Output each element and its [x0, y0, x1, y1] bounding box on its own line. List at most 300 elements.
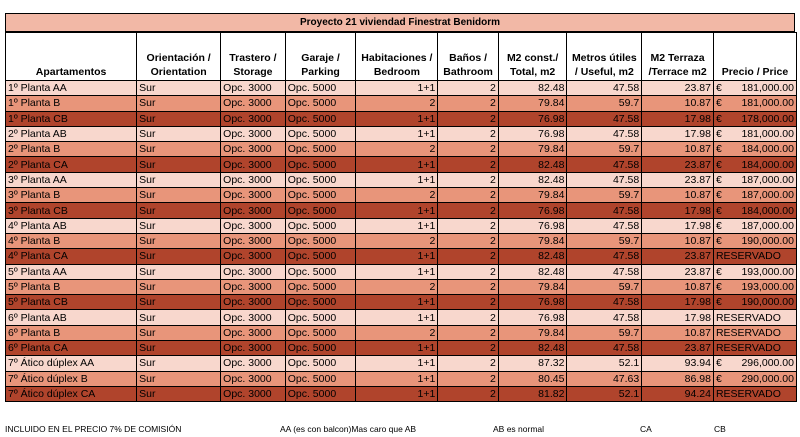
parking-cell: Opc. 5000 [285, 203, 356, 218]
currency-symbol: € [715, 357, 722, 370]
useful-m2-cell: 47.58 [567, 111, 642, 126]
total-m2-cell: 76.98 [498, 310, 567, 325]
price-cell [713, 279, 796, 294]
bathroom-cell: 2 [438, 157, 498, 172]
reserved-status: RESERVADO [715, 388, 781, 401]
bathroom-cell: 2 [438, 126, 498, 141]
storage-cell: Opc. 3000 [221, 218, 286, 233]
price-value: 184,000.00 [741, 204, 794, 217]
note-ca: CA [640, 424, 652, 434]
orientation-cell: Sur [137, 142, 221, 157]
bathroom-cell: 2 [438, 279, 498, 294]
total-m2-cell: 79.84 [498, 233, 567, 248]
table-row [6, 96, 797, 111]
price-cell [713, 126, 796, 141]
table-title: Proyecto 21 viviendad Finestrat Benidorm [5, 13, 795, 32]
bathroom-cell: 2 [438, 341, 498, 356]
total-m2-cell: 82.48 [498, 157, 567, 172]
terrace-m2-cell: 10.87 [642, 233, 714, 248]
apartment-cell: 6º Planta CA [6, 341, 137, 356]
terrace-m2-cell: 17.98 [642, 310, 714, 325]
price-value: 187,000.00 [741, 189, 794, 202]
apartments-table [5, 32, 797, 402]
terrace-m2-cell: 86.98 [642, 371, 714, 386]
orientation-cell: Sur [137, 96, 221, 111]
header-price: Precio / Price [713, 33, 796, 81]
price-cell [713, 218, 796, 233]
bedroom-cell: 1+1 [356, 172, 438, 187]
apartment-cell: 4º Planta B [6, 233, 137, 248]
orientation-cell: Sur [137, 279, 221, 294]
table-row [6, 279, 797, 294]
total-m2-cell: 76.98 [498, 218, 567, 233]
table-row [6, 356, 797, 371]
bedroom-cell: 1+1 [356, 126, 438, 141]
orientation-cell: Sur [137, 126, 221, 141]
orientation-cell: Sur [137, 310, 221, 325]
parking-cell: Opc. 5000 [285, 295, 356, 310]
currency-symbol: € [715, 112, 722, 125]
useful-m2-cell: 59.7 [567, 142, 642, 157]
price-wrap [716, 142, 794, 156]
terrace-m2-cell: 17.98 [642, 111, 714, 126]
total-m2-cell: 76.98 [498, 203, 567, 218]
apartment-cell: 2º Planta CA [6, 157, 137, 172]
currency-symbol: € [715, 82, 722, 95]
bedroom-cell: 1+1 [356, 157, 438, 172]
orientation-cell: Sur [137, 386, 221, 401]
bathroom-cell: 2 [438, 371, 498, 386]
table-row [6, 142, 797, 157]
price-wrap [716, 219, 794, 233]
total-m2-cell: 79.84 [498, 325, 567, 340]
useful-m2-cell: 59.7 [567, 325, 642, 340]
table-row [6, 310, 797, 325]
bathroom-cell: 2 [438, 203, 498, 218]
apartment-cell: 3º Planta B [6, 188, 137, 203]
storage-cell: Opc. 3000 [221, 172, 286, 187]
table-row [6, 249, 797, 264]
parking-cell: Opc. 5000 [285, 386, 356, 401]
parking-cell: Opc. 5000 [285, 111, 356, 126]
bathroom-cell: 2 [438, 233, 498, 248]
price-wrap [716, 96, 794, 110]
bedroom-cell: 2 [356, 188, 438, 203]
useful-m2-cell: 52.1 [567, 386, 642, 401]
useful-m2-cell: 47.58 [567, 249, 642, 264]
orientation-cell: Sur [137, 111, 221, 126]
header-bathroom: Baños / Bathroom [438, 33, 498, 81]
parking-cell: Opc. 5000 [285, 218, 356, 233]
storage-cell: Opc. 3000 [221, 126, 286, 141]
total-m2-cell: 81.82 [498, 386, 567, 401]
bedroom-cell: 1+1 [356, 218, 438, 233]
terrace-m2-cell: 17.98 [642, 203, 714, 218]
table-row [6, 203, 797, 218]
price-value: 296,000.00 [741, 357, 794, 370]
bedroom-cell: 2 [356, 233, 438, 248]
table-row [6, 218, 797, 233]
useful-m2-cell: 47.58 [567, 157, 642, 172]
apartment-cell: 7º Ático dúplex CA [6, 386, 137, 401]
header-terrace-m2: M2 Terraza /Terrace m2 [642, 33, 714, 81]
terrace-m2-cell: 17.98 [642, 126, 714, 141]
price-cell [713, 386, 796, 401]
table-row [6, 157, 797, 172]
terrace-m2-cell: 10.87 [642, 188, 714, 203]
total-m2-cell: 76.98 [498, 126, 567, 141]
parking-cell: Opc. 5000 [285, 172, 356, 187]
bathroom-cell: 2 [438, 188, 498, 203]
orientation-cell: Sur [137, 218, 221, 233]
reserved-status: RESERVADO [715, 250, 781, 263]
price-value: 181,000.00 [741, 128, 794, 141]
price-value: 187,000.00 [741, 219, 794, 232]
useful-m2-cell: 59.7 [567, 233, 642, 248]
table-row [6, 188, 797, 203]
terrace-m2-cell: 93.94 [642, 356, 714, 371]
price-wrap [716, 326, 794, 340]
parking-cell: Opc. 5000 [285, 157, 356, 172]
note-ab: AB es normal [493, 424, 545, 434]
currency-symbol: € [715, 235, 722, 248]
currency-symbol: € [715, 173, 722, 186]
bathroom-cell: 2 [438, 218, 498, 233]
apartment-cell: 5º Planta B [6, 279, 137, 294]
storage-cell: Opc. 3000 [221, 325, 286, 340]
currency-symbol: € [715, 143, 722, 156]
note-cb: CB [714, 424, 726, 434]
total-m2-cell: 80.45 [498, 371, 567, 386]
storage-cell: Opc. 3000 [221, 142, 286, 157]
parking-cell: Opc. 5000 [285, 371, 356, 386]
useful-m2-cell: 47.58 [567, 81, 642, 96]
price-wrap [716, 249, 794, 263]
price-cell [713, 188, 796, 203]
apartment-cell: 3º Planta AA [6, 172, 137, 187]
storage-cell: Opc. 3000 [221, 356, 286, 371]
header-bedroom: Habitaciones / Bedroom [356, 33, 438, 81]
orientation-cell: Sur [137, 81, 221, 96]
price-wrap [716, 387, 794, 401]
table-row [6, 81, 797, 96]
apartment-cell: 7º Ático dúplex B [6, 371, 137, 386]
apartment-cell: 2º Planta B [6, 142, 137, 157]
useful-m2-cell: 47.63 [567, 371, 642, 386]
bedroom-cell: 2 [356, 325, 438, 340]
header-parking: Garaje / Parking [285, 33, 356, 81]
parking-cell: Opc. 5000 [285, 126, 356, 141]
orientation-cell: Sur [137, 249, 221, 264]
orientation-cell: Sur [137, 203, 221, 218]
bedroom-cell: 1+1 [356, 310, 438, 325]
apartment-cell: 1º Planta AA [6, 81, 137, 96]
reserved-status: RESERVADO [715, 311, 781, 324]
bedroom-cell: 2 [356, 142, 438, 157]
terrace-m2-cell: 23.87 [642, 249, 714, 264]
price-value: 190,000.00 [741, 235, 794, 248]
apartment-cell: 6º Planta B [6, 325, 137, 340]
currency-symbol: € [715, 128, 722, 141]
storage-cell: Opc. 3000 [221, 310, 286, 325]
bedroom-cell: 1+1 [356, 341, 438, 356]
terrace-m2-cell: 94.24 [642, 386, 714, 401]
storage-cell: Opc. 3000 [221, 279, 286, 294]
price-wrap [716, 173, 794, 187]
table-row [6, 341, 797, 356]
storage-cell: Opc. 3000 [221, 203, 286, 218]
terrace-m2-cell: 10.87 [642, 279, 714, 294]
useful-m2-cell: 47.58 [567, 295, 642, 310]
orientation-cell: Sur [137, 356, 221, 371]
apartment-cell: 1º Planta B [6, 96, 137, 111]
table-row [6, 371, 797, 386]
price-cell [713, 142, 796, 157]
bathroom-cell: 2 [438, 172, 498, 187]
table-row [6, 264, 797, 279]
total-m2-cell: 82.48 [498, 81, 567, 96]
total-m2-cell: 79.84 [498, 96, 567, 111]
bathroom-cell: 2 [438, 142, 498, 157]
total-m2-cell: 79.84 [498, 142, 567, 157]
table-row [6, 295, 797, 310]
total-m2-cell: 76.98 [498, 111, 567, 126]
total-m2-cell: 79.84 [498, 188, 567, 203]
apartment-cell: 4º Planta AB [6, 218, 137, 233]
orientation-cell: Sur [137, 325, 221, 340]
useful-m2-cell: 47.58 [567, 172, 642, 187]
header-storage: Trastero / Storage [221, 33, 286, 81]
orientation-cell: Sur [137, 371, 221, 386]
terrace-m2-cell: 10.87 [642, 96, 714, 111]
price-cell [713, 157, 796, 172]
apartment-cell: 1º Planta CB [6, 111, 137, 126]
price-wrap [716, 112, 794, 126]
price-wrap [716, 127, 794, 141]
price-value: 193,000.00 [741, 281, 794, 293]
useful-m2-cell: 47.58 [567, 264, 642, 279]
bathroom-cell: 2 [438, 356, 498, 371]
useful-m2-cell: 47.58 [567, 203, 642, 218]
total-m2-cell: 76.98 [498, 295, 567, 310]
parking-cell: Opc. 5000 [285, 188, 356, 203]
price-value: 184,000.00 [741, 158, 794, 171]
price-value: 184,000.00 [741, 143, 794, 156]
bedroom-cell: 1+1 [356, 356, 438, 371]
bathroom-cell: 2 [438, 310, 498, 325]
terrace-m2-cell: 23.87 [642, 264, 714, 279]
parking-cell: Opc. 5000 [285, 341, 356, 356]
table-row [6, 325, 797, 340]
table-row [6, 386, 797, 401]
orientation-cell: Sur [137, 172, 221, 187]
price-cell [713, 356, 796, 371]
bathroom-cell: 2 [438, 295, 498, 310]
price-wrap [716, 311, 794, 325]
useful-m2-cell: 47.58 [567, 341, 642, 356]
apartment-cell: 5º Planta CB [6, 295, 137, 310]
bathroom-cell: 2 [438, 264, 498, 279]
apartment-cell: 7º Ático dúplex AA [6, 356, 137, 371]
terrace-m2-cell: 23.87 [642, 341, 714, 356]
price-value: 181,000.00 [741, 82, 794, 95]
storage-cell: Opc. 3000 [221, 188, 286, 203]
parking-cell: Opc. 5000 [285, 81, 356, 96]
storage-cell: Opc. 3000 [221, 111, 286, 126]
useful-m2-cell: 47.58 [567, 310, 642, 325]
terrace-m2-cell: 23.87 [642, 172, 714, 187]
price-wrap [716, 341, 794, 355]
terrace-m2-cell: 23.87 [642, 81, 714, 96]
bathroom-cell: 2 [438, 96, 498, 111]
bathroom-cell: 2 [438, 111, 498, 126]
price-value: 190,000.00 [741, 296, 794, 309]
terrace-m2-cell: 23.87 [642, 157, 714, 172]
price-wrap [716, 81, 794, 95]
terrace-m2-cell: 10.87 [642, 325, 714, 340]
price-cell [713, 264, 796, 279]
price-wrap [716, 280, 794, 294]
useful-m2-cell: 52.1 [567, 356, 642, 371]
price-wrap [716, 188, 794, 202]
parking-cell: Opc. 5000 [285, 325, 356, 340]
currency-symbol: € [715, 204, 722, 217]
apartment-cell: 4º Planta CA [6, 249, 137, 264]
price-cell [713, 371, 796, 386]
parking-cell: Opc. 5000 [285, 233, 356, 248]
bedroom-cell: 1+1 [356, 386, 438, 401]
bedroom-cell: 1+1 [356, 295, 438, 310]
footer-notes [0, 424, 800, 437]
price-cell [713, 96, 796, 111]
parking-cell: Opc. 5000 [285, 264, 356, 279]
price-cell [713, 325, 796, 340]
currency-symbol: € [715, 97, 722, 110]
storage-cell: Opc. 3000 [221, 264, 286, 279]
table-row [6, 126, 797, 141]
currency-symbol: € [715, 372, 722, 385]
bedroom-cell: 1+1 [356, 264, 438, 279]
parking-cell: Opc. 5000 [285, 249, 356, 264]
note-aa: AA (es con balcon)Mas caro que AB [280, 424, 417, 434]
parking-cell: Opc. 5000 [285, 142, 356, 157]
orientation-cell: Sur [137, 188, 221, 203]
useful-m2-cell: 59.7 [567, 279, 642, 294]
parking-cell: Opc. 5000 [285, 356, 356, 371]
useful-m2-cell: 47.58 [567, 126, 642, 141]
orientation-cell: Sur [137, 341, 221, 356]
price-cell [713, 81, 796, 96]
useful-m2-cell: 59.7 [567, 96, 642, 111]
storage-cell: Opc. 3000 [221, 386, 286, 401]
apartment-cell: 5º Planta AA [6, 264, 137, 279]
total-m2-cell: 82.48 [498, 172, 567, 187]
price-cell [713, 310, 796, 325]
orientation-cell: Sur [137, 295, 221, 310]
storage-cell: Opc. 3000 [221, 295, 286, 310]
price-wrap [716, 234, 794, 248]
currency-symbol: € [715, 219, 722, 232]
apartment-cell: 3º Planta CB [6, 203, 137, 218]
currency-symbol: € [715, 281, 722, 293]
price-value: 187,000.00 [741, 173, 794, 186]
total-m2-cell: 82.48 [498, 264, 567, 279]
bathroom-cell: 2 [438, 386, 498, 401]
orientation-cell: Sur [137, 264, 221, 279]
storage-cell: Opc. 3000 [221, 81, 286, 96]
terrace-m2-cell: 17.98 [642, 218, 714, 233]
total-m2-cell: 87.32 [498, 356, 567, 371]
storage-cell: Opc. 3000 [221, 233, 286, 248]
header-useful-m2: Metros útiles / Useful, m2 [567, 33, 642, 81]
header-apartments: Apartamentos [6, 33, 137, 81]
reserved-status: RESERVADO [715, 326, 781, 339]
total-m2-cell: 82.48 [498, 341, 567, 356]
currency-symbol: € [715, 296, 722, 309]
header-row [6, 33, 797, 81]
price-cell [713, 172, 796, 187]
commission-note: INCLUIDO EN EL PRECIO 7% DE COMISIÓN [5, 424, 182, 434]
bedroom-cell: 1+1 [356, 81, 438, 96]
parking-cell: Opc. 5000 [285, 96, 356, 111]
orientation-cell: Sur [137, 233, 221, 248]
currency-symbol: € [715, 158, 722, 171]
price-cell [713, 249, 796, 264]
price-cell [713, 341, 796, 356]
storage-cell: Opc. 3000 [221, 96, 286, 111]
storage-cell: Opc. 3000 [221, 341, 286, 356]
price-value: 181,000.00 [741, 97, 794, 110]
bathroom-cell: 2 [438, 325, 498, 340]
currency-symbol: € [715, 265, 722, 278]
price-cell [713, 203, 796, 218]
price-wrap [716, 372, 794, 386]
apartment-cell: 6º Planta AB [6, 310, 137, 325]
terrace-m2-cell: 17.98 [642, 295, 714, 310]
header-orientation: Orientación / Orientation [137, 33, 221, 81]
price-value: 193,000.00 [741, 265, 794, 278]
storage-cell: Opc. 3000 [221, 249, 286, 264]
apartment-cell: 2º Planta AB [6, 126, 137, 141]
bathroom-cell: 2 [438, 249, 498, 264]
useful-m2-cell: 59.7 [567, 188, 642, 203]
bedroom-cell: 2 [356, 279, 438, 294]
price-wrap [716, 158, 794, 172]
price-wrap [716, 295, 794, 309]
bedroom-cell: 2 [356, 96, 438, 111]
price-cell [713, 295, 796, 310]
table-row [6, 233, 797, 248]
table-row [6, 172, 797, 187]
reserved-status: RESERVADO [715, 342, 781, 355]
storage-cell: Opc. 3000 [221, 157, 286, 172]
price-wrap [716, 265, 794, 279]
terrace-m2-cell: 10.87 [642, 142, 714, 157]
price-wrap [716, 204, 794, 218]
table-row [6, 111, 797, 126]
header-total-m2: M2 const./ Total, m2 [498, 33, 567, 81]
bedroom-cell: 1+1 [356, 371, 438, 386]
price-value: 178,000.00 [741, 112, 794, 125]
price-wrap [716, 356, 794, 370]
orientation-cell: Sur [137, 157, 221, 172]
table-body [6, 81, 797, 402]
bedroom-cell: 1+1 [356, 203, 438, 218]
total-m2-cell: 82.48 [498, 249, 567, 264]
bedroom-cell: 1+1 [356, 249, 438, 264]
storage-cell: Opc. 3000 [221, 371, 286, 386]
bathroom-cell: 2 [438, 81, 498, 96]
